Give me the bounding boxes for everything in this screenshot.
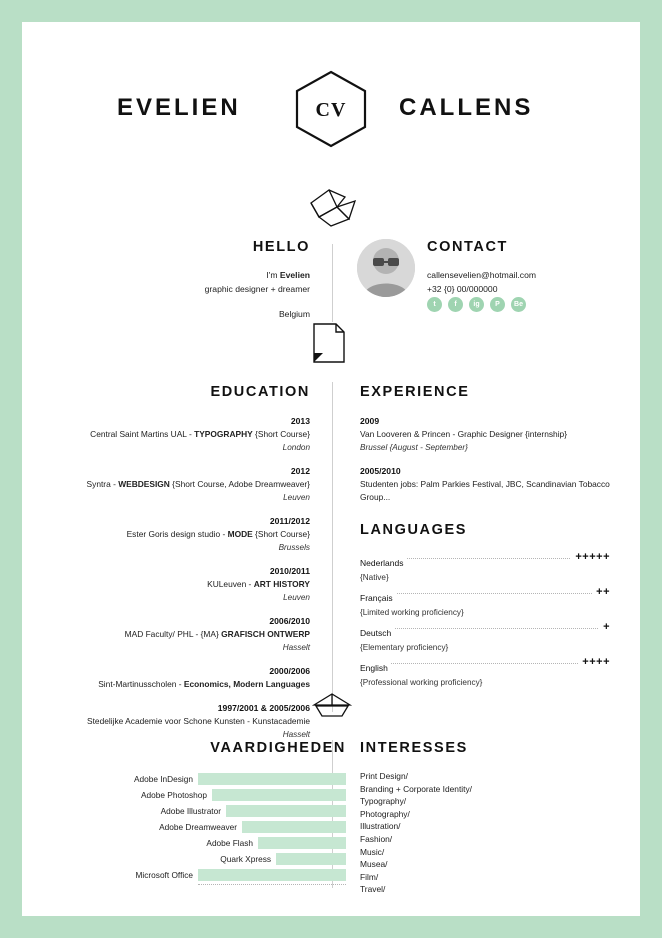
skill-bar	[212, 789, 346, 801]
skill-row	[56, 868, 346, 881]
education-place: Leuven	[283, 493, 310, 502]
education-title: EDUCATION	[210, 384, 310, 400]
language-dotted-leader	[360, 593, 610, 594]
education-date: 2012	[290, 466, 310, 476]
language-note: {Limited working proficiency}	[360, 608, 464, 617]
education-entry	[50, 665, 310, 691]
education-place: London	[282, 443, 310, 452]
skill-row	[56, 836, 346, 849]
interests-title: INTERESSES	[360, 740, 468, 756]
skill-bar	[258, 837, 346, 849]
education-desc: Sint-Martinusscholen - Economics, Modern Languages	[98, 679, 310, 689]
language-row	[360, 656, 610, 687]
skill-row	[56, 804, 346, 817]
education-desc: Ester Goris design studio - MODE {Short Course}	[126, 529, 310, 539]
language-name: Deutsch	[360, 628, 394, 638]
avatar	[357, 239, 415, 297]
language-note: {Native}	[360, 573, 389, 582]
hello-role: graphic designer + dreamer	[204, 284, 310, 294]
skill-label: Microsoft Office	[135, 869, 193, 880]
origami-bird-icon	[307, 187, 359, 229]
skill-bar	[198, 869, 346, 881]
experience-desc: Studenten jobs: Palm Parkies Festival, JBC, Scandinavian Tobacco Group...	[360, 479, 610, 502]
experience-date: 2009	[360, 416, 380, 426]
interest-item: Branding + Corporate Identity/	[360, 783, 472, 794]
education-desc: MAD Faculty/ PHL - {MA} GRAFISCH ONTWERP	[124, 629, 310, 639]
skill-label: Adobe Photoshop	[141, 789, 207, 800]
interest-item: Musea/	[360, 859, 388, 870]
education-place: Leuven	[283, 593, 310, 602]
education-entry	[50, 565, 310, 604]
experience-entry	[360, 465, 610, 504]
first-name: EVELIEN	[117, 94, 241, 121]
language-dotted-leader	[360, 663, 610, 664]
experience-title: EXPERIENCE	[360, 384, 470, 400]
language-row	[360, 621, 610, 652]
interest-item: Travel/	[360, 884, 386, 895]
language-level: +++++	[571, 551, 610, 563]
interest-item: Film/	[360, 871, 379, 882]
education-desc: KULeuven - ART HISTORY	[207, 579, 310, 589]
language-level: ++	[592, 586, 610, 598]
education-place: Hasselt	[282, 643, 310, 652]
behance-icon[interactable]: Be	[511, 297, 526, 312]
experience-block	[360, 384, 610, 515]
skill-label: Adobe Flash	[206, 837, 253, 848]
language-level: +	[599, 621, 610, 633]
contact-block	[427, 239, 627, 296]
contact-email[interactable]: callensevelien@hotmail.com	[427, 270, 537, 280]
education-entry	[50, 702, 310, 741]
interest-item: Print Design/	[360, 771, 408, 781]
resume-page	[22, 22, 640, 916]
pinterest-icon[interactable]: P	[490, 297, 505, 312]
hello-intro: I'm Evelien	[266, 270, 310, 280]
education-entry	[50, 615, 310, 654]
twitter-icon[interactable]: t	[427, 297, 442, 312]
last-name: CALLENS	[399, 94, 534, 121]
skills-axis	[198, 884, 346, 885]
contact-phone[interactable]: +32 {0} 00/000000	[427, 284, 498, 294]
language-name: Nederlands	[360, 558, 406, 568]
skill-row	[56, 772, 346, 785]
paper-boat-icon	[312, 692, 352, 718]
education-block	[50, 384, 310, 752]
education-date: 2000/2006	[269, 666, 310, 676]
experience-entry	[360, 415, 610, 454]
skill-label: Adobe Illustrator	[160, 805, 221, 816]
social-links	[427, 297, 526, 312]
language-row	[360, 551, 610, 582]
interest-item: Photography/	[360, 808, 410, 819]
languages-block	[360, 522, 610, 693]
education-desc: Syntra - WEBDESIGN {Short Course, Adobe Dreamweaver}	[86, 479, 310, 489]
interest-item: Music/	[360, 846, 385, 857]
skill-bar	[242, 821, 346, 833]
skill-label: Adobe InDesign	[133, 773, 193, 784]
instagram-icon[interactable]: ig	[469, 297, 484, 312]
skills-title: VAARDIGHEDEN	[210, 740, 346, 756]
facebook-icon[interactable]: f	[448, 297, 463, 312]
education-date: 2013	[290, 416, 310, 426]
language-row	[360, 586, 610, 617]
cv-monogram-logo	[294, 70, 368, 148]
skill-label: Adobe Dreamweaver	[159, 821, 237, 832]
languages-title: LANGUAGES	[360, 522, 468, 538]
language-note: {Elementary proficiency}	[360, 643, 449, 652]
education-date: 2011/2012	[269, 516, 310, 526]
skill-row	[56, 820, 346, 833]
education-desc: Central Saint Martins UAL - TYPOGRAPHY {Short Course}	[90, 429, 310, 439]
skills-block	[56, 740, 346, 885]
hello-title: HELLO	[252, 239, 310, 255]
divider-top	[332, 244, 333, 322]
resume-header	[22, 22, 640, 132]
education-date: 2010/2011	[269, 566, 310, 576]
education-place: Brussels	[278, 543, 310, 552]
education-date: 2006/2010	[269, 616, 310, 626]
education-entry	[50, 415, 310, 454]
interests-block	[360, 740, 610, 896]
divider-middle	[332, 382, 333, 712]
skill-row	[56, 852, 346, 865]
hello-location: Belgium	[278, 309, 310, 319]
language-level: ++++	[578, 656, 610, 668]
interest-item: Illustration/	[360, 821, 401, 832]
education-entry	[50, 465, 310, 504]
skill-label: Quark Xpress	[220, 853, 271, 864]
education-place: Hasselt	[282, 730, 310, 739]
interest-item: Fashion/	[360, 833, 393, 844]
language-name: Français	[360, 593, 396, 603]
language-dotted-leader	[360, 628, 610, 629]
skill-bar	[226, 805, 346, 817]
skill-bar	[198, 773, 346, 785]
contact-title: CONTACT	[427, 239, 509, 255]
skill-bar	[276, 853, 346, 865]
language-name: English	[360, 663, 391, 673]
education-entry	[50, 515, 310, 554]
document-icon	[312, 322, 346, 364]
experience-desc: Van Looveren & Princen - Graphic Designer {internship}	[360, 429, 568, 439]
experience-date: 2005/2010	[360, 466, 401, 476]
language-note: {Professional working proficiency}	[360, 678, 483, 687]
education-date: 1997/2001 & 2005/2006	[217, 703, 310, 713]
svg-text:CV: CV	[315, 99, 347, 121]
skill-row	[56, 788, 346, 801]
education-desc: Stedelijke Academie voor Schone Kunsten - Kunstacademie	[87, 716, 310, 726]
interest-item: Typography/	[360, 796, 407, 807]
experience-place: Brussel {August - September}	[360, 443, 468, 452]
hello-block	[90, 239, 310, 321]
